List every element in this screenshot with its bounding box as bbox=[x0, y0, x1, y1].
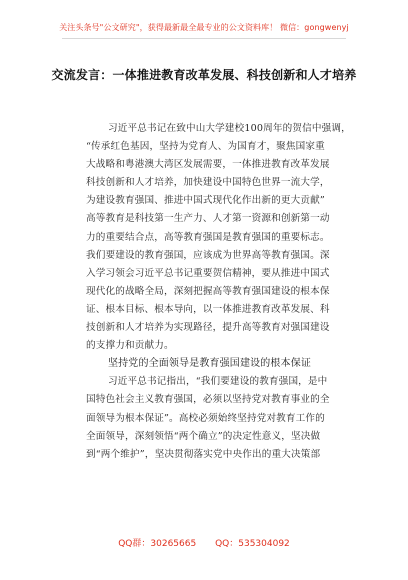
paragraph-line: 习近平总书记指出，“我们要建设的教育强国，是中 bbox=[108, 376, 328, 388]
paragraph-line: 全面领导，深刻领悟“两个确立”的决定性意义，坚决做 bbox=[86, 430, 321, 442]
paragraph-line: 国特色社会主义教育强国，必须以坚持党对教育事业的全 bbox=[86, 394, 330, 406]
paragraph-line: 入学习领会习近平总书记重要贺信精神，要从推进中国式 bbox=[86, 267, 330, 279]
paragraph-line: 面领导为根本保证”。高校必须始终坚持党对教育工作的 bbox=[86, 412, 325, 424]
paragraph-line: 力的重要结合点，高等教育强国是教育强国的重要标志。 bbox=[86, 231, 330, 243]
paragraph-line: 证、根本目标、根本导向，以一体推进教育改革发展、科 bbox=[86, 303, 330, 315]
paragraph-line: 到“两个维护”，坚决贯彻落实党中央作出的重大决策部 bbox=[86, 448, 321, 460]
paragraph-line: 的支撑力和贡献力。 bbox=[86, 340, 174, 352]
paragraph-line: 现代化的战略全局，深刻把握高等教育强国建设的根本保 bbox=[86, 285, 330, 297]
footer-contact bbox=[0, 536, 408, 549]
footer-qq-number: QQ：535304092 bbox=[215, 539, 290, 549]
footer-qq-group: QQ群：30265665 bbox=[118, 539, 197, 549]
paragraph-line: 为建设教育强国、推进中国式现代化作出新的更大贡献” bbox=[86, 195, 325, 207]
document-title: 交流发言：一体推进教育改革发展、科技创新和人才培养 bbox=[51, 68, 357, 82]
header-promo-note: 关注头条号"公文研究"，获得最新最全最专业的公文资料库！ 微信：gongwenyj bbox=[59, 23, 349, 32]
paragraph-line: 科技创新和人才培养，加快建设中国特色世界一流大学， bbox=[86, 177, 330, 189]
header-divider bbox=[62, 38, 346, 39]
paragraph-line: “传承红色基因，坚持为党育人、为国育才，聚焦国家重 bbox=[86, 141, 325, 153]
paragraph-line: 习近平总书记在致中山大学建校100周年的贺信中强调， bbox=[108, 123, 351, 134]
section-subheading: 坚持党的全面领导是教育强国建设的根本保证 bbox=[108, 358, 311, 370]
paragraph-line: 我们要建设的教育强国，应该成为世界高等教育强国。深 bbox=[86, 249, 330, 261]
paragraph-line: 技创新和人才培养为实现路径，提升高等教育对强国建设 bbox=[86, 322, 330, 334]
document-body bbox=[86, 120, 356, 464]
paragraph-line: 高等教育是科技第一生产力、人才第一资源和创新第一动 bbox=[86, 213, 330, 225]
paragraph-line: 大战略和粤港澳大湾区发展需要，一体推进教育改革发展 bbox=[86, 159, 330, 171]
